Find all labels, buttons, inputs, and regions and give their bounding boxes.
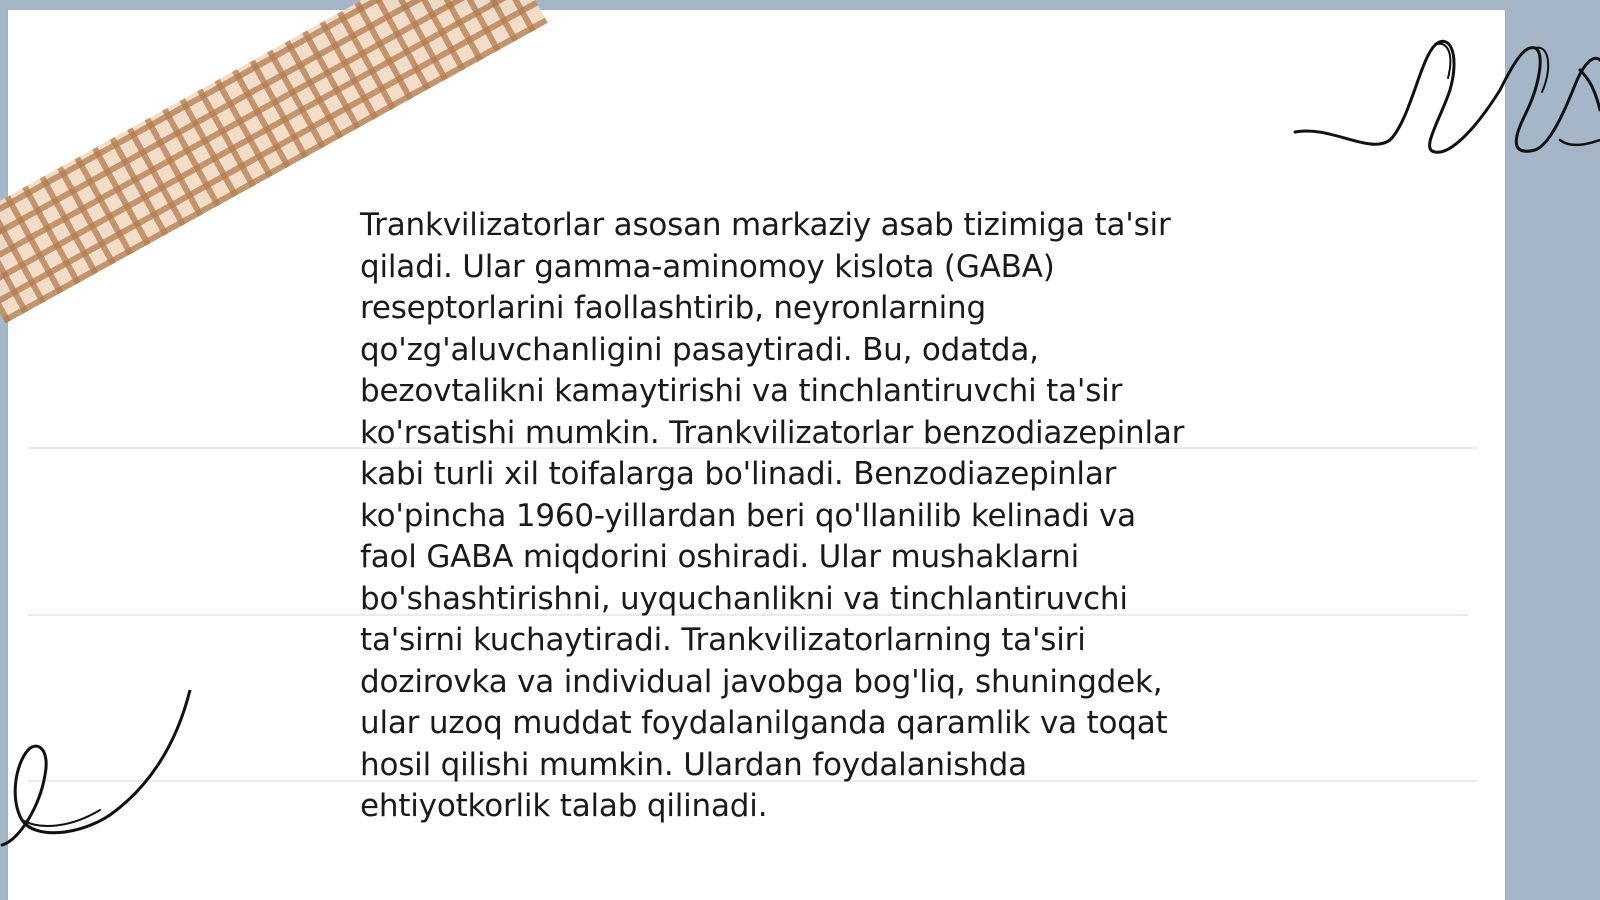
text-line: reseptorlarini faollashtirib, neyronlarning xyxy=(360,290,986,326)
text-line: dozirovka va individual javobga bog'liq, shuningdek, xyxy=(360,663,1163,700)
text-line: bezovtalikni kamaytirishi va tinchlantiruvchi ta'sir xyxy=(360,373,1123,409)
text-line: qo'zg'aluvchanligini pasaytiradi. Bu, odatda, xyxy=(360,331,1039,368)
text-line: Trankvilizatorlar asosan markaziy asab tizimiga ta'sir xyxy=(360,207,1171,243)
text-line: ehtiyotkorlik talab qilinadi. xyxy=(360,788,768,824)
text-line: ta'sirni kuchaytiradi. Trankvilizatorlarning ta'siri xyxy=(360,622,1086,658)
text-line: ular uzoq muddat foydalanilganda qaramlik va toqat xyxy=(360,705,1168,741)
text-line: ko'pincha 1960-yillardan beri qo'llanilib kelinadi va xyxy=(360,497,1136,534)
text-line: faol GABA miqdorini oshiradi. Ular mushaklarni xyxy=(360,539,1079,575)
text-line: qiladi. Ular gamma-aminomoy kislota (GABA) xyxy=(360,248,1055,285)
loop-squiggle-icon xyxy=(1260,30,1600,170)
text-line: kabi turli xil toifalarga bo'linadi. Benzodiazepinlar xyxy=(360,456,1117,492)
swirl-squiggle-icon xyxy=(0,690,200,850)
text-line: ko'rsatishi mumkin. Trankvilizatorlar benzodiazepinlar xyxy=(360,414,1185,451)
text-line: hosil qilishi mumkin. Ulardan foydalanishda xyxy=(360,746,1027,783)
text-line: bo'shashtirishni, uyquchanlikni va tinchlantiruvchi xyxy=(360,580,1128,617)
body-paragraph xyxy=(360,205,1260,828)
